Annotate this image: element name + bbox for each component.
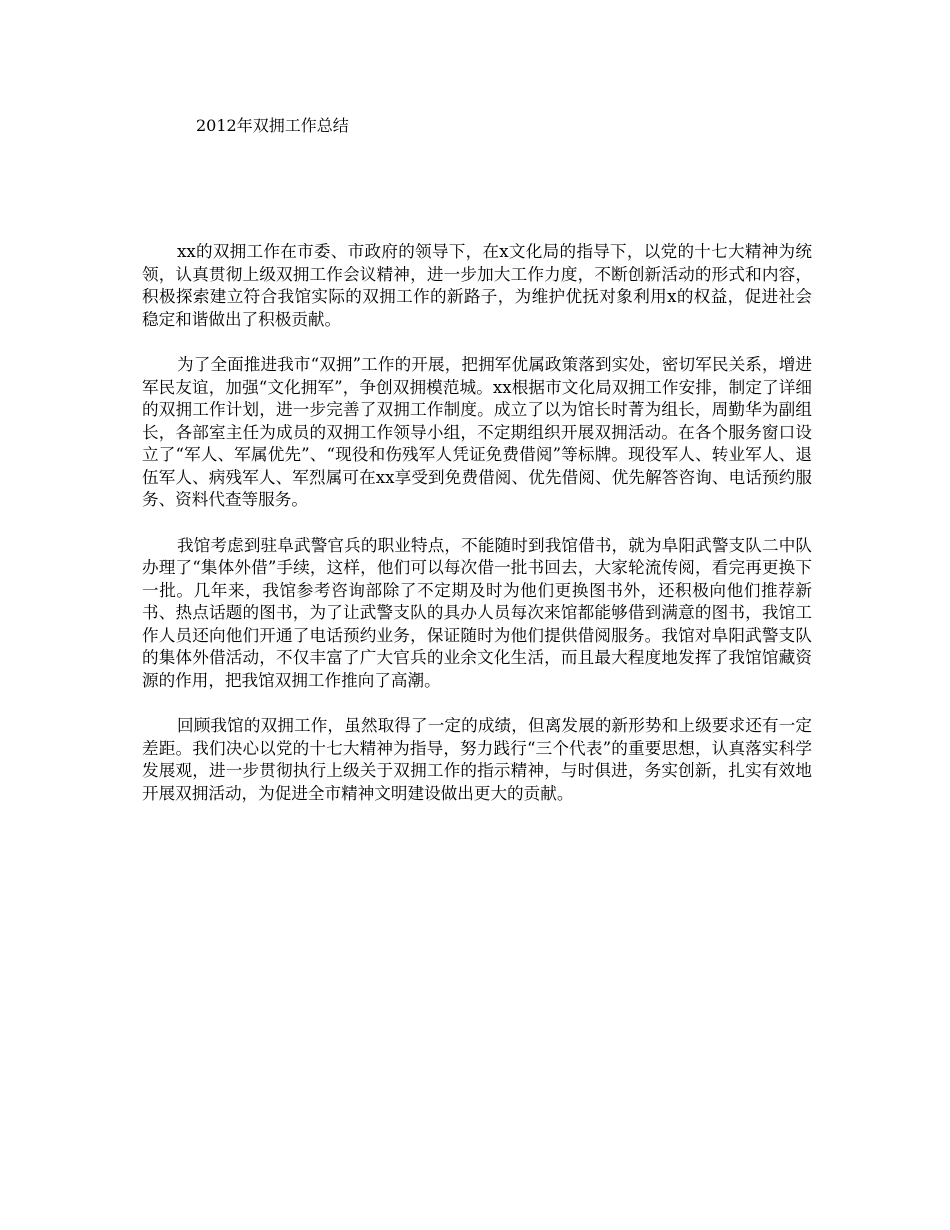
document-body <box>142 241 812 828</box>
paragraph-military-support: 为了全面推进我市“双拥”工作的开展，把拥军优属政策落到实处，密切军民关系，增进军民友谊，加强“文化拥军”，争创双拥模范城。xx根据市文化局双拥工作安排，制定了详细的双拥工作计划，进一步完善了双拥工作制度。成立了以为馆长时菁为组长，周勤华为副组长，各部室主任为成员的双拥工作领导小组，不定期组织开展双拥活动。在各个服务窗口设立了“军人、军属优先”、“现役和伤残军人凭证免费借阅”等标牌。现役军人、转业军人、退伍军人、病残军人、军烈属可在xx享受到免费借阅、优先借阅、优先解答咨询、电话预约服务、资料代查等服务。 <box>142 355 812 509</box>
document-title: 2012年双拥工作总结 <box>196 116 349 135</box>
paragraph-collective-lending: 我馆考虑到驻阜武警官兵的职业特点，不能随时到我馆借书，就为阜阳武警支队二中队办理了“集体外借”手续，这样，他们可以每次借一批书回去，大家轮流传阅，看完再更换下一批。几年来，我馆参考咨询部除了不定期及时为他们更换图书外，还积极向他们推荐新书、热点话题的图书，为了让武警支队的具办人员每次来馆都能够借到满意的图书，我馆工作人员还向他们开通了电话预约业务，保证随时为他们提供借阅服务。我馆对阜阳武警支队的集体外借活动，不仅丰富了广大官兵的业余文化生活，而且最大程度地发挥了我馆馆藏资源的作用，把我馆双拥工作推向了高潮。 <box>142 535 812 690</box>
paragraph-conclusion: 回顾我馆的双拥工作，虽然取得了一定的成绩，但离发展的新形势和上级要求还有一定差距。我们决心以党的十七大精神为指导，努力践行“三个代表”的重要思想，认真落实科学发展观，进一步贯彻执行上级关于双拥工作的指示精神，与时俱进，务实创新，扎实有效地开展双拥活动，为促进全市精神文明建设做出更大的贡献。 <box>142 716 812 803</box>
paragraph-intro: xx的双拥工作在市委、市政府的领导下，在x文化局的指导下，以党的十七大精神为统领，认真贯彻上级双拥工作会议精神，进一步加大工作力度，不断创新活动的形式和内容，积极探索建立符合我馆实际的双拥工作的新路子，为维护优抚对象利用x的权益，促进社会稳定和谐做出了积极贡献。 <box>142 242 812 329</box>
